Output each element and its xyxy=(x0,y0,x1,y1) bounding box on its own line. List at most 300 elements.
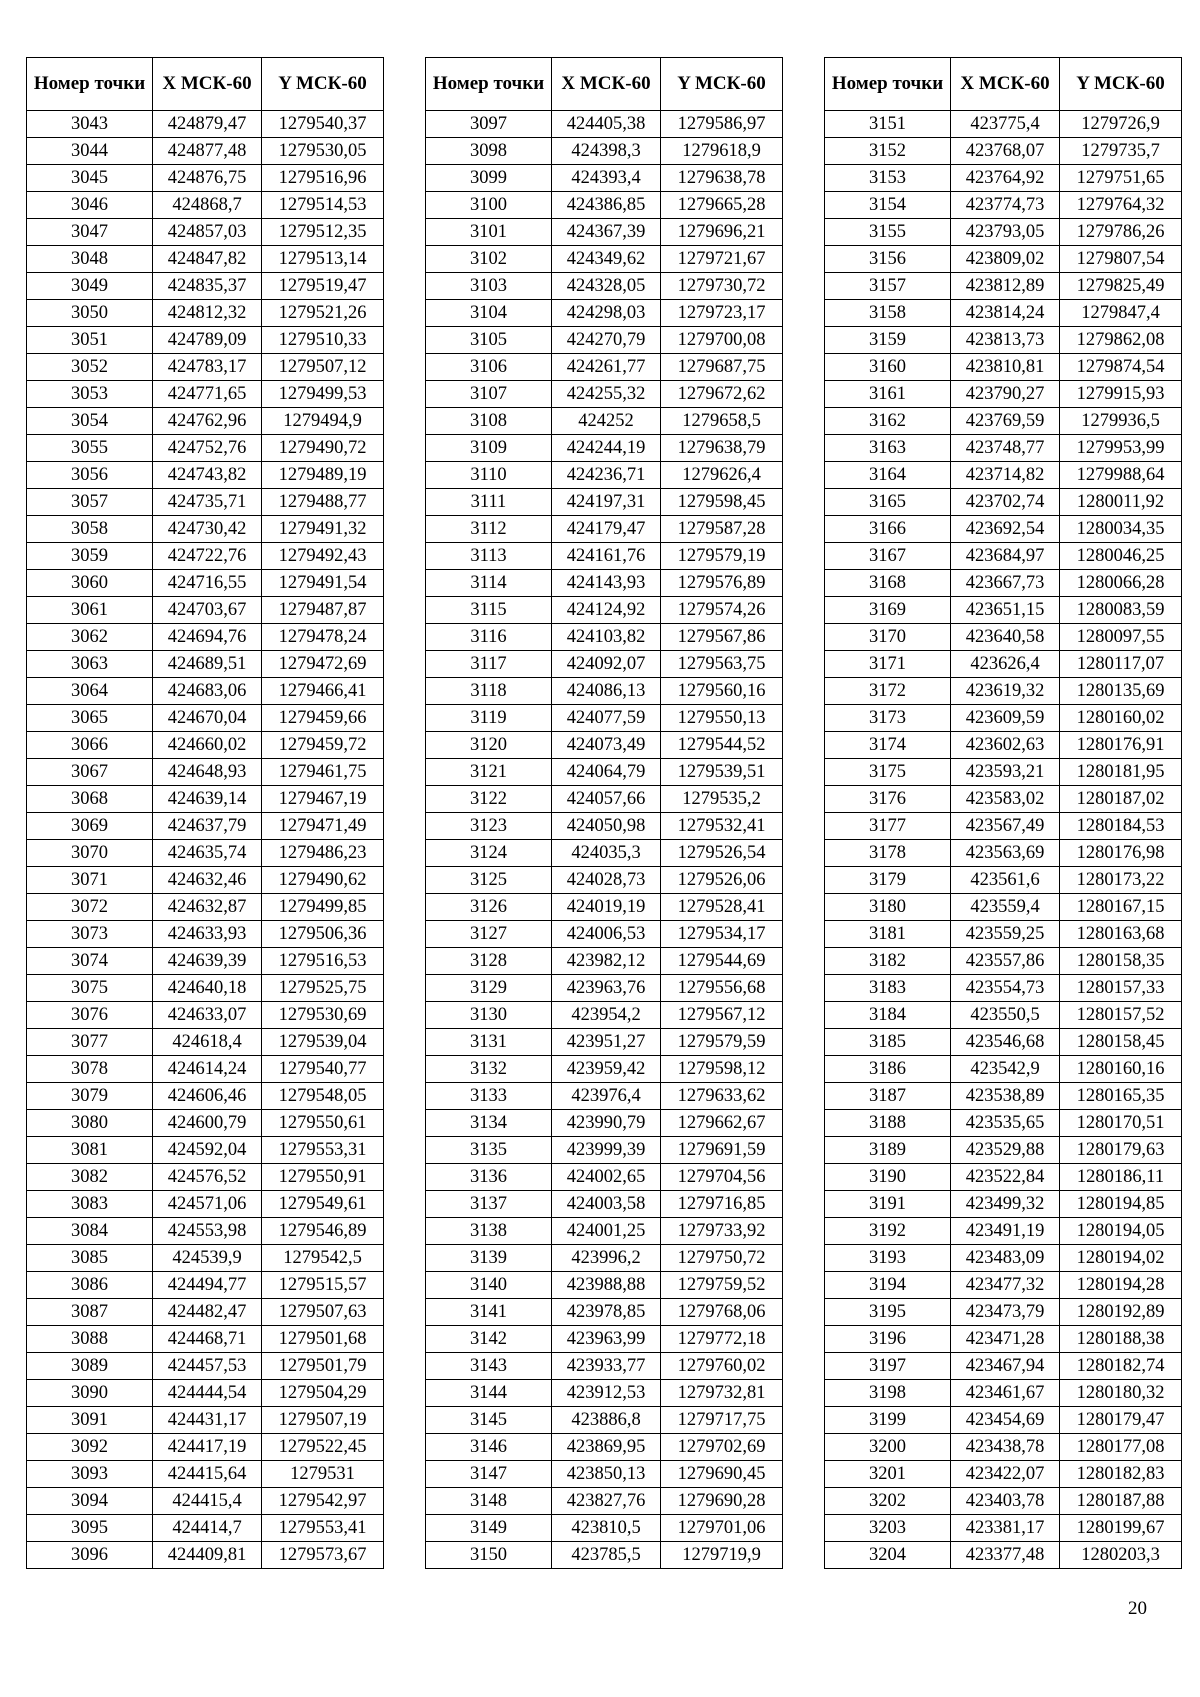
cell-point-number: 3166 xyxy=(825,516,951,543)
cell-y-coordinate: 1279491,54 xyxy=(262,570,384,597)
cell-point-number: 3151 xyxy=(825,111,951,138)
table-row xyxy=(27,1407,384,1434)
cell-y-coordinate: 1279658,5 xyxy=(661,408,783,435)
table-row xyxy=(426,1029,783,1056)
cell-x-coordinate: 424789,09 xyxy=(153,327,262,354)
table-row xyxy=(426,624,783,651)
cell-y-coordinate: 1280182,74 xyxy=(1060,1353,1182,1380)
table-row xyxy=(426,1002,783,1029)
cell-point-number: 3109 xyxy=(426,435,552,462)
cell-x-coordinate: 424179,47 xyxy=(552,516,661,543)
cell-point-number: 3162 xyxy=(825,408,951,435)
cell-y-coordinate: 1279507,63 xyxy=(262,1299,384,1326)
header-x-coordinate: X МСК-60 xyxy=(552,58,661,111)
cell-x-coordinate: 424161,76 xyxy=(552,543,661,570)
table-row xyxy=(426,867,783,894)
cell-x-coordinate: 424035,3 xyxy=(552,840,661,867)
cell-point-number: 3112 xyxy=(426,516,552,543)
cell-point-number: 3134 xyxy=(426,1110,552,1137)
cell-x-coordinate: 423869,95 xyxy=(552,1434,661,1461)
cell-y-coordinate: 1279690,28 xyxy=(661,1488,783,1515)
cell-point-number: 3164 xyxy=(825,462,951,489)
table-row xyxy=(27,759,384,786)
cell-point-number: 3163 xyxy=(825,435,951,462)
cell-x-coordinate: 424494,77 xyxy=(153,1272,262,1299)
cell-y-coordinate: 1279521,26 xyxy=(262,300,384,327)
cell-x-coordinate: 423951,27 xyxy=(552,1029,661,1056)
cell-y-coordinate: 1279525,75 xyxy=(262,975,384,1002)
cell-x-coordinate: 424683,06 xyxy=(153,678,262,705)
cell-y-coordinate: 1280160,02 xyxy=(1060,705,1182,732)
cell-point-number: 3091 xyxy=(27,1407,153,1434)
cell-point-number: 3093 xyxy=(27,1461,153,1488)
cell-point-number: 3123 xyxy=(426,813,552,840)
cell-y-coordinate: 1279466,41 xyxy=(262,678,384,705)
table-row xyxy=(825,1542,1182,1569)
cell-point-number: 3120 xyxy=(426,732,552,759)
table-row xyxy=(825,786,1182,813)
cell-y-coordinate: 1279539,04 xyxy=(262,1029,384,1056)
cell-y-coordinate: 1279874,54 xyxy=(1060,354,1182,381)
cell-x-coordinate: 423667,73 xyxy=(951,570,1060,597)
cell-y-coordinate: 1279519,47 xyxy=(262,273,384,300)
cell-y-coordinate: 1279459,72 xyxy=(262,732,384,759)
table-row xyxy=(27,705,384,732)
cell-y-coordinate: 1279514,53 xyxy=(262,192,384,219)
cell-point-number: 3115 xyxy=(426,597,552,624)
cell-x-coordinate: 424539,9 xyxy=(153,1245,262,1272)
table-row xyxy=(426,1191,783,1218)
cell-point-number: 3099 xyxy=(426,165,552,192)
cell-y-coordinate: 1279915,93 xyxy=(1060,381,1182,408)
cell-x-coordinate: 424600,79 xyxy=(153,1110,262,1137)
table-row xyxy=(27,678,384,705)
cell-point-number: 3044 xyxy=(27,138,153,165)
table-row xyxy=(825,1191,1182,1218)
table-row xyxy=(825,1380,1182,1407)
cell-y-coordinate: 1280180,32 xyxy=(1060,1380,1182,1407)
cell-point-number: 3133 xyxy=(426,1083,552,1110)
cell-y-coordinate: 1279598,12 xyxy=(661,1056,783,1083)
cell-x-coordinate: 423886,8 xyxy=(552,1407,661,1434)
cell-y-coordinate: 1280187,02 xyxy=(1060,786,1182,813)
cell-point-number: 3148 xyxy=(426,1488,552,1515)
cell-y-coordinate: 1279535,2 xyxy=(661,786,783,813)
table-row xyxy=(825,624,1182,651)
table-row xyxy=(426,1434,783,1461)
cell-y-coordinate: 1280181,95 xyxy=(1060,759,1182,786)
cell-x-coordinate: 423812,89 xyxy=(951,273,1060,300)
table-row xyxy=(825,705,1182,732)
cell-y-coordinate: 1280194,02 xyxy=(1060,1245,1182,1272)
cell-point-number: 3158 xyxy=(825,300,951,327)
table-row xyxy=(825,435,1182,462)
cell-y-coordinate: 1280034,35 xyxy=(1060,516,1182,543)
table-row xyxy=(426,1326,783,1353)
table-row xyxy=(825,1218,1182,1245)
cell-x-coordinate: 424771,65 xyxy=(153,381,262,408)
cell-y-coordinate: 1279544,69 xyxy=(661,948,783,975)
table-row xyxy=(27,111,384,138)
cell-point-number: 3188 xyxy=(825,1110,951,1137)
table-row xyxy=(27,1380,384,1407)
table-row xyxy=(426,1542,783,1569)
cell-point-number: 3063 xyxy=(27,651,153,678)
cell-y-coordinate: 1279530,05 xyxy=(262,138,384,165)
table-row xyxy=(825,651,1182,678)
cell-point-number: 3149 xyxy=(426,1515,552,1542)
cell-point-number: 3137 xyxy=(426,1191,552,1218)
cell-y-coordinate: 1280135,69 xyxy=(1060,678,1182,705)
cell-x-coordinate: 424415,64 xyxy=(153,1461,262,1488)
cell-point-number: 3126 xyxy=(426,894,552,921)
cell-point-number: 3195 xyxy=(825,1299,951,1326)
table-row xyxy=(426,219,783,246)
cell-y-coordinate: 1279563,75 xyxy=(661,651,783,678)
cell-point-number: 3127 xyxy=(426,921,552,948)
table-row xyxy=(27,597,384,624)
cell-y-coordinate: 1280163,68 xyxy=(1060,921,1182,948)
table-row xyxy=(426,1407,783,1434)
cell-x-coordinate: 424001,25 xyxy=(552,1218,661,1245)
cell-point-number: 3154 xyxy=(825,192,951,219)
cell-x-coordinate: 424637,79 xyxy=(153,813,262,840)
header-x-coordinate: X МСК-60 xyxy=(951,58,1060,111)
cell-x-coordinate: 424553,98 xyxy=(153,1218,262,1245)
table-row xyxy=(426,1164,783,1191)
table-row xyxy=(27,651,384,678)
header-y-coordinate: Y МСК-60 xyxy=(1060,58,1182,111)
cell-x-coordinate: 424124,92 xyxy=(552,597,661,624)
cell-point-number: 3178 xyxy=(825,840,951,867)
cell-y-coordinate: 1279560,16 xyxy=(661,678,783,705)
cell-y-coordinate: 1279510,33 xyxy=(262,327,384,354)
cell-x-coordinate: 424482,47 xyxy=(153,1299,262,1326)
cell-point-number: 3156 xyxy=(825,246,951,273)
cell-y-coordinate: 1279532,41 xyxy=(661,813,783,840)
table-body xyxy=(27,111,384,1569)
cell-y-coordinate: 1279576,89 xyxy=(661,570,783,597)
cell-point-number: 3147 xyxy=(426,1461,552,1488)
table-row xyxy=(825,1056,1182,1083)
table-row xyxy=(825,921,1182,948)
cell-y-coordinate: 1280157,33 xyxy=(1060,975,1182,1002)
cell-x-coordinate: 423422,07 xyxy=(951,1461,1060,1488)
cell-point-number: 3170 xyxy=(825,624,951,651)
cell-y-coordinate: 1279492,43 xyxy=(262,543,384,570)
cell-y-coordinate: 1279862,08 xyxy=(1060,327,1182,354)
cell-point-number: 3059 xyxy=(27,543,153,570)
cell-x-coordinate: 424592,04 xyxy=(153,1137,262,1164)
table-row xyxy=(426,1515,783,1542)
cell-point-number: 3199 xyxy=(825,1407,951,1434)
table-row xyxy=(27,1542,384,1569)
cell-y-coordinate: 1279825,49 xyxy=(1060,273,1182,300)
cell-x-coordinate: 424752,76 xyxy=(153,435,262,462)
table-row xyxy=(27,1218,384,1245)
cell-y-coordinate: 1279672,62 xyxy=(661,381,783,408)
cell-point-number: 3067 xyxy=(27,759,153,786)
cell-point-number: 3197 xyxy=(825,1353,951,1380)
cell-x-coordinate: 423714,82 xyxy=(951,462,1060,489)
cell-y-coordinate: 1279528,41 xyxy=(661,894,783,921)
cell-y-coordinate: 1279618,9 xyxy=(661,138,783,165)
cell-point-number: 3189 xyxy=(825,1137,951,1164)
cell-x-coordinate: 424386,85 xyxy=(552,192,661,219)
cell-x-coordinate: 424057,66 xyxy=(552,786,661,813)
cell-point-number: 3073 xyxy=(27,921,153,948)
cell-point-number: 3103 xyxy=(426,273,552,300)
cell-point-number: 3076 xyxy=(27,1002,153,1029)
table-row xyxy=(825,462,1182,489)
table-row xyxy=(27,1002,384,1029)
table-row xyxy=(426,786,783,813)
cell-x-coordinate: 424064,79 xyxy=(552,759,661,786)
cell-y-coordinate: 1280170,51 xyxy=(1060,1110,1182,1137)
cell-point-number: 3065 xyxy=(27,705,153,732)
table-row xyxy=(27,1434,384,1461)
cell-x-coordinate: 424003,58 xyxy=(552,1191,661,1218)
cell-y-coordinate: 1280179,63 xyxy=(1060,1137,1182,1164)
cell-y-coordinate: 1279515,57 xyxy=(262,1272,384,1299)
table-row xyxy=(27,1029,384,1056)
table-row xyxy=(426,1488,783,1515)
table-row xyxy=(27,489,384,516)
table-row xyxy=(825,381,1182,408)
cell-point-number: 3072 xyxy=(27,894,153,921)
cell-point-number: 3118 xyxy=(426,678,552,705)
cell-x-coordinate: 423499,32 xyxy=(951,1191,1060,1218)
table-row xyxy=(27,1461,384,1488)
table-row xyxy=(426,1056,783,1083)
cell-x-coordinate: 424398,3 xyxy=(552,138,661,165)
table-row xyxy=(426,921,783,948)
table-row xyxy=(27,1137,384,1164)
cell-y-coordinate: 1279704,56 xyxy=(661,1164,783,1191)
cell-y-coordinate: 1279459,66 xyxy=(262,705,384,732)
cell-point-number: 3159 xyxy=(825,327,951,354)
cell-point-number: 3153 xyxy=(825,165,951,192)
cell-point-number: 3111 xyxy=(426,489,552,516)
cell-x-coordinate: 424812,32 xyxy=(153,300,262,327)
cell-x-coordinate: 423535,65 xyxy=(951,1110,1060,1137)
cell-x-coordinate: 423602,63 xyxy=(951,732,1060,759)
cell-point-number: 3049 xyxy=(27,273,153,300)
cell-point-number: 3131 xyxy=(426,1029,552,1056)
cell-point-number: 3135 xyxy=(426,1137,552,1164)
header-point-number: Номер точки xyxy=(825,58,951,111)
table-row xyxy=(825,111,1182,138)
cell-x-coordinate: 423768,07 xyxy=(951,138,1060,165)
cell-point-number: 3092 xyxy=(27,1434,153,1461)
cell-point-number: 3062 xyxy=(27,624,153,651)
table-row xyxy=(27,570,384,597)
table-row xyxy=(426,111,783,138)
table-row xyxy=(426,246,783,273)
cell-x-coordinate: 423702,74 xyxy=(951,489,1060,516)
cell-point-number: 3094 xyxy=(27,1488,153,1515)
cell-x-coordinate: 423651,15 xyxy=(951,597,1060,624)
table-row xyxy=(27,1110,384,1137)
cell-point-number: 3087 xyxy=(27,1299,153,1326)
cell-y-coordinate: 1280199,67 xyxy=(1060,1515,1182,1542)
cell-y-coordinate: 1280194,05 xyxy=(1060,1218,1182,1245)
cell-x-coordinate: 423403,78 xyxy=(951,1488,1060,1515)
cell-y-coordinate: 1279716,85 xyxy=(661,1191,783,1218)
cell-x-coordinate: 424050,98 xyxy=(552,813,661,840)
table-row xyxy=(27,354,384,381)
cell-y-coordinate: 1279540,37 xyxy=(262,111,384,138)
cell-point-number: 3130 xyxy=(426,1002,552,1029)
cell-point-number: 3084 xyxy=(27,1218,153,1245)
cell-x-coordinate: 423999,39 xyxy=(552,1137,661,1164)
table-row xyxy=(825,165,1182,192)
cell-x-coordinate: 424415,4 xyxy=(153,1488,262,1515)
cell-point-number: 3172 xyxy=(825,678,951,705)
cell-x-coordinate: 423769,59 xyxy=(951,408,1060,435)
table-row xyxy=(426,273,783,300)
cell-x-coordinate: 424431,17 xyxy=(153,1407,262,1434)
table-row xyxy=(825,1002,1182,1029)
cell-x-coordinate: 424716,55 xyxy=(153,570,262,597)
cell-x-coordinate: 423793,05 xyxy=(951,219,1060,246)
cell-x-coordinate: 424270,79 xyxy=(552,327,661,354)
cell-y-coordinate: 1279556,68 xyxy=(661,975,783,1002)
table-row xyxy=(27,813,384,840)
cell-x-coordinate: 423377,48 xyxy=(951,1542,1060,1569)
cell-point-number: 3125 xyxy=(426,867,552,894)
table-row xyxy=(825,570,1182,597)
cell-point-number: 3177 xyxy=(825,813,951,840)
cell-y-coordinate: 1279638,78 xyxy=(661,165,783,192)
cell-point-number: 3171 xyxy=(825,651,951,678)
cell-point-number: 3180 xyxy=(825,894,951,921)
cell-y-coordinate: 1279786,26 xyxy=(1060,219,1182,246)
cell-x-coordinate: 424640,18 xyxy=(153,975,262,1002)
cell-x-coordinate: 424405,38 xyxy=(552,111,661,138)
table-row xyxy=(426,1218,783,1245)
cell-point-number: 3054 xyxy=(27,408,153,435)
cell-y-coordinate: 1280117,07 xyxy=(1060,651,1182,678)
cell-y-coordinate: 1279750,72 xyxy=(661,1245,783,1272)
cell-x-coordinate: 423774,73 xyxy=(951,192,1060,219)
cell-x-coordinate: 423684,97 xyxy=(951,543,1060,570)
cell-y-coordinate: 1279690,45 xyxy=(661,1461,783,1488)
cell-x-coordinate: 423963,76 xyxy=(552,975,661,1002)
cell-x-coordinate: 424722,76 xyxy=(153,543,262,570)
cell-point-number: 3173 xyxy=(825,705,951,732)
table-header-row xyxy=(825,58,1182,111)
cell-x-coordinate: 424635,74 xyxy=(153,840,262,867)
cell-point-number: 3186 xyxy=(825,1056,951,1083)
cell-x-coordinate: 424689,51 xyxy=(153,651,262,678)
cell-x-coordinate: 423619,32 xyxy=(951,678,1060,705)
cell-y-coordinate: 1279531 xyxy=(262,1461,384,1488)
cell-y-coordinate: 1279730,72 xyxy=(661,273,783,300)
cell-point-number: 3204 xyxy=(825,1542,951,1569)
cell-x-coordinate: 424252 xyxy=(552,408,661,435)
table-row xyxy=(426,732,783,759)
cell-point-number: 3161 xyxy=(825,381,951,408)
cell-x-coordinate: 424086,13 xyxy=(552,678,661,705)
table-row xyxy=(825,597,1182,624)
cell-point-number: 3121 xyxy=(426,759,552,786)
cell-point-number: 3079 xyxy=(27,1083,153,1110)
cell-x-coordinate: 424633,07 xyxy=(153,1002,262,1029)
cell-y-coordinate: 1280097,55 xyxy=(1060,624,1182,651)
cell-y-coordinate: 1279549,61 xyxy=(262,1191,384,1218)
table-row xyxy=(825,894,1182,921)
table-row xyxy=(27,381,384,408)
table-row xyxy=(426,1353,783,1380)
cell-x-coordinate: 424606,46 xyxy=(153,1083,262,1110)
table-row xyxy=(825,1461,1182,1488)
cell-x-coordinate: 423785,5 xyxy=(552,1542,661,1569)
cell-x-coordinate: 423810,5 xyxy=(552,1515,661,1542)
cell-x-coordinate: 424457,53 xyxy=(153,1353,262,1380)
cell-point-number: 3102 xyxy=(426,246,552,273)
cell-y-coordinate: 1279662,67 xyxy=(661,1110,783,1137)
cell-point-number: 3200 xyxy=(825,1434,951,1461)
coordinates-table-2 xyxy=(425,57,783,1569)
header-y-coordinate: Y МСК-60 xyxy=(262,58,384,111)
cell-x-coordinate: 423538,89 xyxy=(951,1083,1060,1110)
cell-y-coordinate: 1279598,45 xyxy=(661,489,783,516)
table-row xyxy=(825,273,1182,300)
cell-y-coordinate: 1280176,98 xyxy=(1060,840,1182,867)
cell-y-coordinate: 1279626,4 xyxy=(661,462,783,489)
table-row xyxy=(27,1326,384,1353)
cell-x-coordinate: 424632,46 xyxy=(153,867,262,894)
cell-x-coordinate: 424876,75 xyxy=(153,165,262,192)
cell-x-coordinate: 423692,54 xyxy=(951,516,1060,543)
cell-x-coordinate: 424006,53 xyxy=(552,921,661,948)
cell-point-number: 3203 xyxy=(825,1515,951,1542)
cell-x-coordinate: 424028,73 xyxy=(552,867,661,894)
cell-x-coordinate: 424660,02 xyxy=(153,732,262,759)
cell-y-coordinate: 1279751,65 xyxy=(1060,165,1182,192)
cell-y-coordinate: 1279461,75 xyxy=(262,759,384,786)
table-row xyxy=(27,1083,384,1110)
cell-point-number: 3150 xyxy=(426,1542,552,1569)
cell-x-coordinate: 423567,49 xyxy=(951,813,1060,840)
table-row xyxy=(27,921,384,948)
cell-y-coordinate: 1279550,13 xyxy=(661,705,783,732)
cell-x-coordinate: 424468,71 xyxy=(153,1326,262,1353)
table-row xyxy=(27,840,384,867)
cell-y-coordinate: 1279574,26 xyxy=(661,597,783,624)
cell-point-number: 3110 xyxy=(426,462,552,489)
cell-point-number: 3138 xyxy=(426,1218,552,1245)
cell-x-coordinate: 423990,79 xyxy=(552,1110,661,1137)
table-row xyxy=(27,948,384,975)
cell-y-coordinate: 1279494,9 xyxy=(262,408,384,435)
table-row xyxy=(825,1083,1182,1110)
cell-point-number: 3114 xyxy=(426,570,552,597)
table-row xyxy=(27,516,384,543)
header-y-coordinate: Y МСК-60 xyxy=(661,58,783,111)
cell-y-coordinate: 1279490,62 xyxy=(262,867,384,894)
table-row xyxy=(426,462,783,489)
cell-x-coordinate: 423959,42 xyxy=(552,1056,661,1083)
cell-y-coordinate: 1279467,19 xyxy=(262,786,384,813)
cell-point-number: 3174 xyxy=(825,732,951,759)
cell-x-coordinate: 423775,4 xyxy=(951,111,1060,138)
cell-x-coordinate: 424879,47 xyxy=(153,111,262,138)
cell-x-coordinate: 424298,03 xyxy=(552,300,661,327)
cell-y-coordinate: 1280192,89 xyxy=(1060,1299,1182,1326)
cell-point-number: 3083 xyxy=(27,1191,153,1218)
